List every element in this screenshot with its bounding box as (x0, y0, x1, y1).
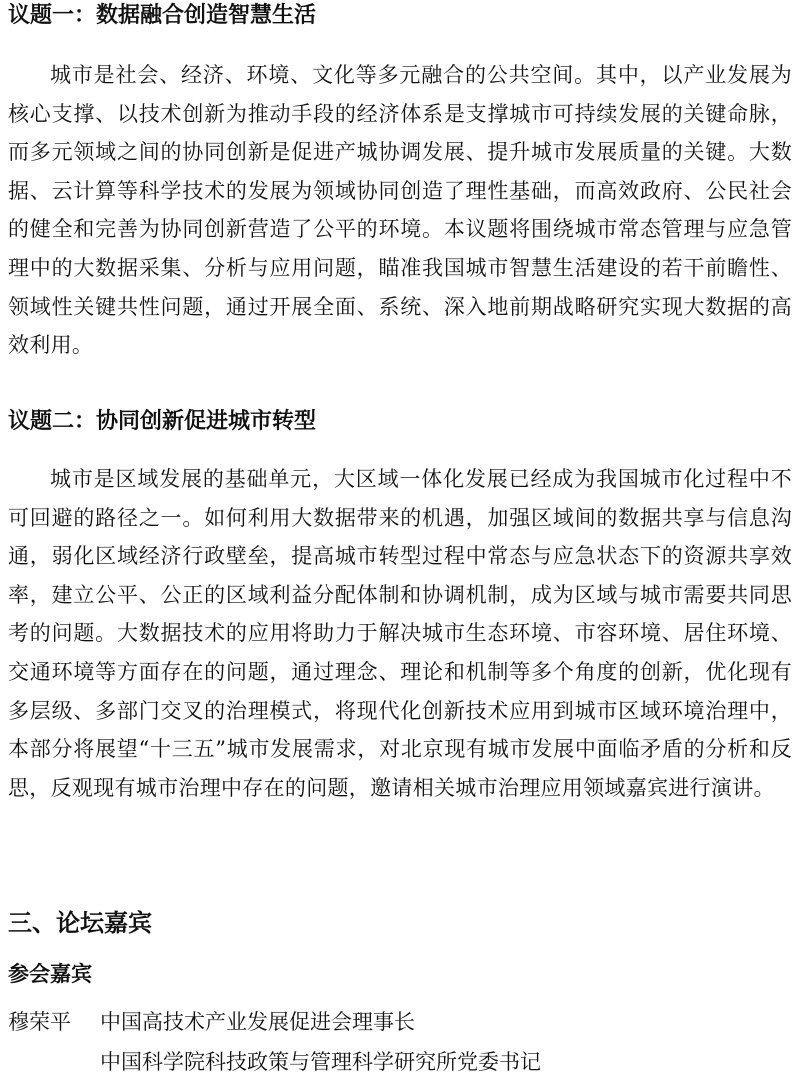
topic2-paragraph: 城市是区域发展的基础单元，大区域一体化发展已经成为我国城市化过程中不可回避的路径之一。如何利用大数据带来的机遇，加强区域间的数据共享与信息沟通，弱化区域经济行政壁垒，提高城市转型过程中常态与应急状态下的资源共享效率，建立公平、公正的区域利益分配体制和协调机制，成为区域与城市需要共同思考的问题。大数据技术的应用将助力于解决城市生态环境、市容环境、居住环境、交通环境等方面存在的问题，通过理念、理论和机制等多个角度的创新，优化现有多层级、多部门交叉的治理模式，将现代化创新技术应用到城市区域环境治理中，本部分将展望“十三五”城市发展需求，对北京现有城市发展中面临矛盾的分析和反思，反观现有城市治理中存在的问题，邀请相关城市治理应用领域嘉宾进行演讲。 (8, 467, 792, 800)
topic1-paragraph: 城市是社会、经济、环境、文化等多元融合的公共空间。其中，以产业发展为核心支撑、以技术创新为推动手段的经济体系是支撑城市可持续发展的关键命脉，而多元领域之间的协同创新是促进产城协调发展、提升城市发展质量的关键。大数据、云计算等科学技术的发展为领域协同创造了理性基础，而高效政府、公民社会的健全和完善为协同创新营造了公平的环境。本议题将围绕城市常态管理与应急管理中的大数据采集、分析与应用问题，瞄准我国城市智慧生活建设的若干前瞻性、领域性关键共性问题，通过开展全面、系统、深入地前期战略研究实现大数据的高效利用。 (8, 63, 792, 358)
section3-heading: 三、论坛嘉宾 (8, 909, 152, 937)
guest-title: 中国高技术产业发展促进会理事长 (100, 1010, 415, 1034)
guests-subheading: 参会嘉宾 (8, 962, 92, 986)
topic1-heading: 议题一：数据融合创造智慧生活 (8, 3, 317, 28)
guest-name: 穆荣平 (8, 1010, 71, 1034)
guest-title: 中国科学院科技政策与管理科学研究所党委书记 (100, 1050, 541, 1074)
topic2-heading: 议题二：协同创新促进城市转型 (8, 409, 317, 434)
